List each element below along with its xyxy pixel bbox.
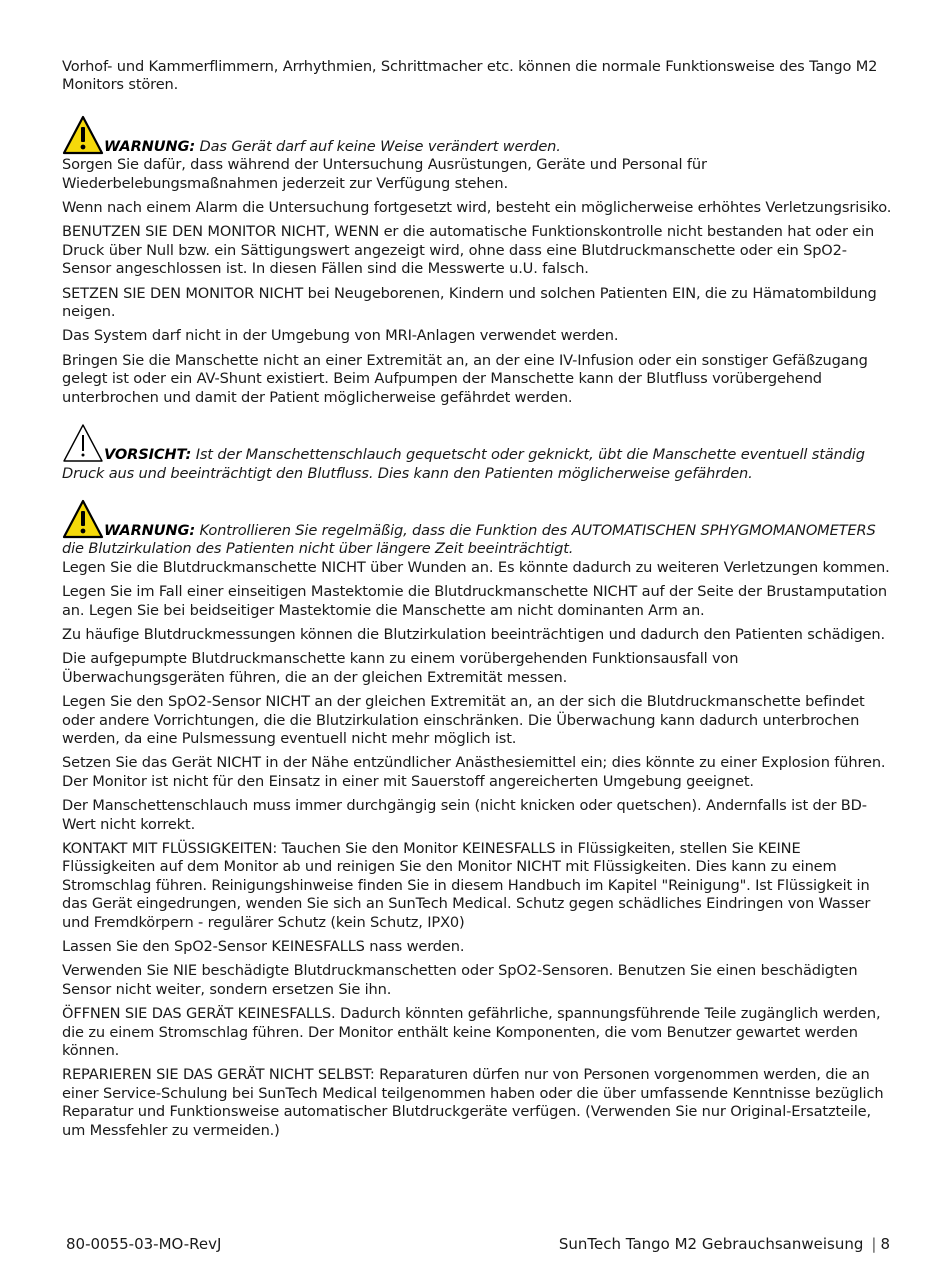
- paragraph: Wenn nach einem Alarm die Untersuchung fortgesetzt wird, besteht ein möglicherweise erhöhtes Verletzungsrisiko.: [62, 199, 892, 217]
- warning-heading-1: [62, 115, 892, 156]
- paragraph: Lassen Sie den SpO2-Sensor KEINESFALLS nass werden.: [62, 938, 465, 956]
- paragraph: ÖFFNEN SIE DAS GERÄT KEINESFALLS. Dadurch könnten gefährliche, spannungsführende Teile zugänglich werden, die zu einem Stromschlag führen. Der Monitor enthält keine Komponenten, die vom Benutzer gewartet werden können.: [62, 1005, 881, 1060]
- document-body: [62, 58, 892, 1146]
- paragraph: SETZEN SIE DEN MONITOR NICHT bei Neugeborenen, Kindern und solchen Patienten EIN, die zu Hämatombildung neigen.: [62, 284, 877, 321]
- page-number: 8: [880, 1235, 890, 1253]
- warning-heading-2: [62, 499, 892, 559]
- warning-notice-2: [62, 499, 892, 1140]
- manual-title: SunTech Tango M2 Gebrauchsanweisung: [558, 1235, 864, 1253]
- warning-triangle-icon: [62, 115, 104, 155]
- paragraph: Das System darf nicht in der Umgebung von MRI-Anlagen verwendet werden.: [62, 327, 619, 345]
- document-id: 80-0055-03-MO-RevJ: [66, 1235, 222, 1253]
- warning-label: WARNUNG:: [104, 137, 196, 155]
- paragraph: BENUTZEN SIE DEN MONITOR NICHT, WENN er die automatische Funktionskontrolle nicht bestanden hat oder ein Druck über Null bzw. ein Sättigungswert angezeigt wird, ohne dass eine Blutdruckmanschette oder ein SpO2-Sensor angeschlossen ist. In diesen Fällen sind die Messwerte u.U. falsch.: [62, 223, 875, 278]
- paragraph: Legen Sie die Blutdruckmanschette NICHT über Wunden an. Es könnte dadurch zu weiteren Verletzungen kommen.: [62, 558, 890, 576]
- page-footer: [66, 1235, 890, 1253]
- paragraph: KONTAKT MIT FLÜSSIGKEITEN: Tauchen Sie den Monitor KEINESFALLS in Flüssigkeiten, stellen Sie KEINE Flüssigkeiten auf dem Monitor ab und reinigen Sie den Monitor NICHT mit Flüssigkeiten. Dies kann zu einem Stromschlag führen. Reinigungshinweise finden Sie in diesem Handbuch im Kapitel "Reinigung". Ist Flüssigkeit in das Gerät eingedrungen, wenden Sie sich an SunTech Medical. Schutz gegen schädliches Eindringen von Wasser und Fremdkörpern - regulärer Schutz (kein Schutz, IPX0): [62, 840, 871, 931]
- warning-label: WARNUNG:: [104, 521, 196, 539]
- paragraph: Sorgen Sie dafür, dass während der Untersuchung Ausrüstungen, Geräte und Personal für Wiederbelebungsmaßnahmen jederzeit zur Verfügung stehen.: [62, 156, 707, 192]
- warning-text: Das Gerät darf auf keine Weise verändert werden.: [199, 137, 561, 155]
- warning-triangle-icon: [62, 499, 104, 539]
- warning-notice-1: [62, 115, 892, 407]
- paragraph: Legen Sie den SpO2-Sensor NICHT an der gleichen Extremität an, an der sich die Blutdruckmanschette befindet oder andere Vorrichtungen, die die Blutzirkulation einschränken. Die Überwachung kann dadurch unterbrochen werden, da eine Pulsmessung eventuell nicht mehr möglich ist.: [62, 693, 865, 747]
- paragraph: Legen Sie im Fall einer einseitigen Mastektomie die Blutdruckmanschette NICHT auf der Seite der Brustamputation an. Legen Sie bei beidseitiger Mastektomie die Manschette am nicht dominanten Arm an.: [62, 583, 887, 619]
- paragraph: Verwenden Sie NIE beschädigte Blutdruckmanschetten oder SpO2-Sensoren. Benutzen Sie einen beschädigten Sensor nicht weiter, sondern ersetzen Sie ihn.: [62, 962, 858, 998]
- caution-triangle-icon: [62, 423, 104, 463]
- caution-text: Ist der Manschettenschlauch gequetscht oder geknickt, übt die Manschette eventuell ständig Druck aus und beeinträchtigt den Blutfluss. Dies kann den Patienten möglicherweise gefährden.: [62, 446, 865, 482]
- paragraph: Der Manschettenschlauch muss immer durchgängig sein (nicht knicken oder quetschen). Andernfalls ist der BD-Wert nicht korrekt.: [62, 797, 867, 833]
- paragraph: Setzen Sie das Gerät NICHT in der Nähe entzündlicher Anästhesiemittel ein; dies könnte zu einer Explosion führen. Der Monitor ist nicht für den Einsatz in einer mit Sauerstoff angereicherten Umgebung geeignet.: [62, 754, 886, 790]
- footer-right: [559, 1235, 890, 1253]
- paragraph: Bringen Sie die Manschette nicht an einer Extremität an, an der eine IV-Infusion oder ein sonstiger Gefäßzugang gelegt ist oder ein AV-Shunt existiert. Beim Aufpumpen der Manschette kann der Blutfluss vorübergehend unterbrochen und damit der Patient möglicherweise gefährdet werden.: [62, 351, 868, 406]
- caution-notice: [62, 423, 892, 483]
- caution-heading: [62, 423, 892, 483]
- warning-text: Kontrollieren Sie regelmäßig, dass die Funktion des AUTOMATISCHEN SPHYGMOMANOMETERS die Blutzirkulation des Patienten nicht über längere Zeit beeinträchtigt.: [62, 521, 876, 558]
- intro-paragraph: Vorhof- und Kammerflimmern, Arrhythmien, Schrittmacher etc. können die normale Funktionsweise des Tango M2 Monitors stören.: [62, 58, 878, 94]
- paragraph: Zu häufige Blutdruckmessungen können die Blutzirkulation beeinträchtigen und dadurch den Patienten schädigen.: [62, 625, 886, 643]
- footer-separator: |: [871, 1235, 877, 1253]
- paragraph: REPARIEREN SIE DAS GERÄT NICHT SELBST: Reparaturen dürfen nur von Personen vorgenommen werden, die an einer Service-Schulung bei SunTech Medical teilgenommen haben oder die über umfassende Kenntnisse bezüglich Reparatur und Funktionsweise automatischer Blutdruckgeräte verfügen. (Verwenden Sie nur Original-Ersatzteile, um Messfehler zu vermeiden.): [62, 1066, 884, 1139]
- caution-label: VORSICHT:: [104, 446, 192, 464]
- paragraph: Die aufgepumpte Blutdruckmanschette kann zu einem vorübergehenden Funktionsausfall von Überwachungsgeräten führen, die an der gleichen Extremität messen.: [62, 650, 739, 686]
